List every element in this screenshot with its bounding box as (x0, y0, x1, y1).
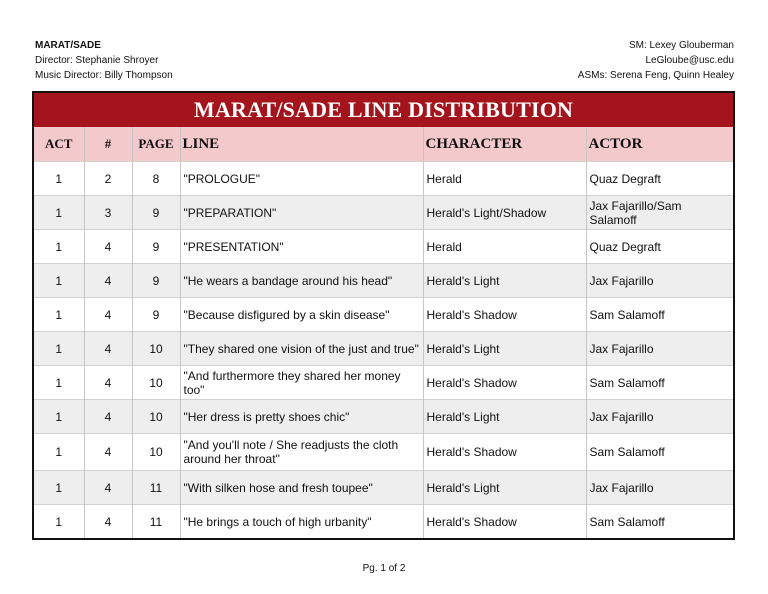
cell-page: 10 (132, 366, 180, 400)
line-distribution-table (34, 127, 733, 538)
cell-line: "And you'll note / She readjusts the cloth around her throat" (180, 434, 423, 471)
page-number: Pg. 1 of 2 (362, 563, 406, 574)
cell-number: 4 (84, 400, 132, 434)
cell-page: 9 (132, 230, 180, 264)
cell-act: 1 (34, 196, 84, 230)
cell-character: Herald's Shadow (423, 434, 586, 471)
table-row (34, 471, 733, 505)
director: Director: Stephanie Shroyer (35, 55, 159, 66)
table-header-row (34, 127, 733, 162)
cell-line: "Her dress is pretty shoes chic" (180, 400, 423, 434)
col-header-actor: ACTOR (586, 127, 733, 162)
table-row (34, 505, 733, 539)
cell-page: 11 (132, 505, 180, 539)
cell-number: 4 (84, 230, 132, 264)
cell-act: 1 (34, 264, 84, 298)
cell-line: "And furthermore they shared her money too" (180, 366, 423, 400)
cell-line: "They shared one vision of the just and true" (180, 332, 423, 366)
cell-character: Herald's Light (423, 400, 586, 434)
cell-page: 9 (132, 196, 180, 230)
cell-actor: Sam Salamoff (586, 298, 733, 332)
table-row (34, 298, 733, 332)
cell-number: 4 (84, 264, 132, 298)
cell-number: 4 (84, 471, 132, 505)
header-right (578, 38, 734, 83)
cell-actor: Sam Salamoff (586, 505, 733, 539)
col-header-character: CHARACTER (423, 127, 586, 162)
col-header-act: ACT (34, 127, 84, 162)
cell-character: Herald's Shadow (423, 298, 586, 332)
cell-actor: Jax Fajarillo (586, 400, 733, 434)
cell-actor: Quaz Degraft (586, 230, 733, 264)
table-body (34, 162, 733, 539)
cell-page: 10 (132, 434, 180, 471)
col-header-page: PAGE (132, 127, 180, 162)
production-name: MARAT/SADE (35, 40, 101, 51)
cell-number: 2 (84, 162, 132, 196)
cell-actor: Sam Salamoff (586, 366, 733, 400)
cell-number: 4 (84, 505, 132, 539)
cell-act: 1 (34, 471, 84, 505)
line-distribution-sheet (32, 91, 735, 540)
header-left (35, 38, 173, 83)
cell-page: 10 (132, 400, 180, 434)
cell-character: Herald (423, 230, 586, 264)
cell-page: 9 (132, 264, 180, 298)
table-row (34, 230, 733, 264)
table-row (34, 400, 733, 434)
stage-manager: SM: Lexey Glouberman (628, 40, 734, 51)
cell-page: 11 (132, 471, 180, 505)
table-row (34, 366, 733, 400)
cell-number: 4 (84, 332, 132, 366)
cell-number: 4 (84, 366, 132, 400)
cell-line: "Because disfigured by a skin disease" (180, 298, 423, 332)
col-header-line: LINE (180, 127, 423, 162)
cell-number: 4 (84, 298, 132, 332)
cell-character: Herald's Shadow (423, 505, 586, 539)
cell-act: 1 (34, 434, 84, 471)
cell-character: Herald's Light (423, 264, 586, 298)
cell-character: Herald's Light (423, 332, 586, 366)
table-row (34, 162, 733, 196)
cell-line: "PRESENTATION" (180, 230, 423, 264)
stage-manager-email: LeGloube@usc.edu (645, 55, 734, 66)
cell-act: 1 (34, 230, 84, 264)
assistant-stage-managers: ASMs: Serena Feng, Quinn Healey (577, 70, 734, 81)
cell-actor: Jax Fajarillo (586, 264, 733, 298)
cell-character: Herald's Shadow (423, 366, 586, 400)
cell-actor: Jax Fajarillo/Sam Salamoff (586, 196, 733, 230)
cell-number: 3 (84, 196, 132, 230)
cell-page: 9 (132, 298, 180, 332)
cell-page: 8 (132, 162, 180, 196)
cell-character: Herald (423, 162, 586, 196)
table-row (34, 332, 733, 366)
cell-line: "He brings a touch of high urbanity" (180, 505, 423, 539)
cell-line: "He wears a bandage around his head" (180, 264, 423, 298)
cell-line: "PROLOGUE" (180, 162, 423, 196)
cell-number: 4 (84, 434, 132, 471)
sheet-title: MARAT/SADE LINE DISTRIBUTION (34, 93, 733, 127)
cell-act: 1 (34, 298, 84, 332)
music-director: Music Director: Billy Thompson (35, 70, 173, 81)
cell-act: 1 (34, 332, 84, 366)
table-row (34, 196, 733, 230)
cell-act: 1 (34, 505, 84, 539)
cell-act: 1 (34, 400, 84, 434)
cell-line: "PREPARATION" (180, 196, 423, 230)
table-row (34, 434, 733, 471)
cell-character: Herald's Light/Shadow (423, 196, 586, 230)
cell-page: 10 (132, 332, 180, 366)
cell-character: Herald's Light (423, 471, 586, 505)
table-row (34, 264, 733, 298)
cell-line: "With silken hose and fresh toupee" (180, 471, 423, 505)
cell-act: 1 (34, 366, 84, 400)
cell-actor: Quaz Degraft (586, 162, 733, 196)
cell-act: 1 (34, 162, 84, 196)
col-header-number: # (84, 127, 132, 162)
cell-actor: Jax Fajarillo (586, 332, 733, 366)
cell-actor: Jax Fajarillo (586, 471, 733, 505)
cell-actor: Sam Salamoff (586, 434, 733, 471)
